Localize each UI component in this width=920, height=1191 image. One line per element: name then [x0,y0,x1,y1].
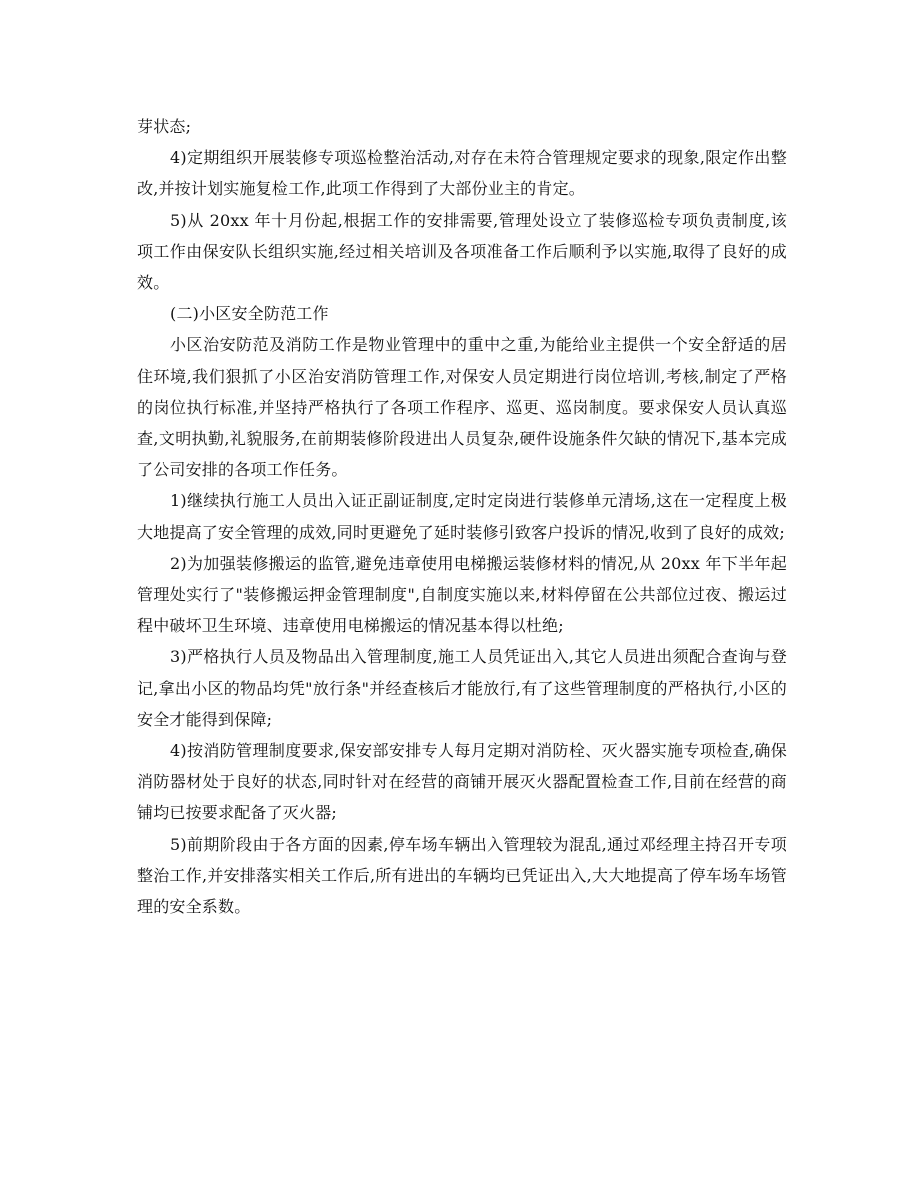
paragraph-item-4-inspection: 4)定期组织开展装修专项巡检整治活动,对存在未符合管理规定要求的现象,限定作出整改,并按计划实施复检工作,此项工作得到了大部份业主的肯定。 [137,148,787,199]
paragraph-security-intro: 小区治安防范及消防工作是物业管理中的重中之重,为能给业主提供一个安全舒适的居住环境,我们狠抓了小区治安消防管理工作,对保安人员定期进行岗位培训,考核,制定了严格的岗位执行标准,并坚持严格执行了各项工作程序、巡更、巡岗制度。要求保安人员认真巡查,文明执勤,礼貌服务,在前期装修阶段进出人员复杂,硬件设施条件欠缺的情况下,基本完成了公司安排的各项工作任务。 [137,335,787,480]
paragraph-item-5-parking: 5)前期阶段由于各方面的因素,停车场车辆出入管理较为混乱,通过邓经理主持召开专项整治工作,并安排落实相关工作后,所有进出的车辆均已凭证出入,大大地提高了停车场车场管理的安全系数。 [137,834,787,917]
section-heading-security: (二)小区安全防范工作 [170,304,329,324]
paragraph-item-4-fire-safety: 4)按消防管理制度要求,保安部安排专人每月定期对消防栓、灭火器实施专项检查,确保消防器材处于良好的状态,同时针对在经营的商铺开展灭火器配置检查工作,目前在经营的商铺均已按要求配备了灭火器; [137,741,787,823]
document-body [137,111,787,922]
paragraph-item-3-entry-exit: 3)严格执行人员及物品出入管理制度,施工人员凭证出入,其它人员进出须配合查询与登记,拿出小区的物品均凭"放行条"并经查核后才能放行,有了这些管理制度的严格执行,小区的安全才能得到保障; [137,647,787,729]
paragraph-continuation: 芽状态; [137,117,192,136]
paragraph-item-1-pass-system: 1)继续执行施工人员出入证正副证制度,定时定岗进行装修单元清场,这在一定程度上极大地提高了安全管理的成效,同时更避免了延时装修引致客户投诉的情况,收到了良好的成效; [137,491,787,542]
paragraph-item-5-inspection-system: 5)从 20xx 年十月份起,根据工作的安排需要,管理处设立了装修巡检专项负责制度,该项工作由保安队长组织实施,经过相关培训及各项准备工作后顺利予以实施,取得了良好的成效。 [137,210,787,293]
paragraph-item-2-deposit-system: 2)为加强装修搬运的监管,避免违章使用电梯搬运装修材料的情况,从 20xx 年下半年起管理处实行了"装修搬运押金管理制度",自制度实施以来,材料停留在公共部位过夜、搬运过程中破坏卫生环境、违章使用电梯搬运的情况基本得以杜绝; [137,553,787,636]
